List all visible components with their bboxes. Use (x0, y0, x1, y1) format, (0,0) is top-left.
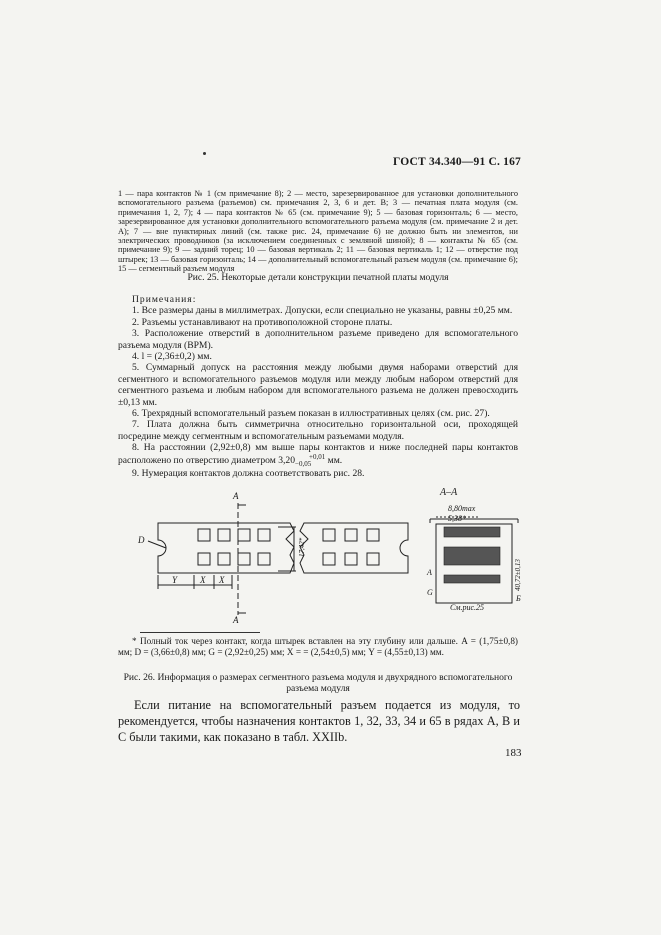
contact-pad (367, 529, 379, 541)
contact-pad (198, 553, 210, 565)
dim-1742: 17,42* (298, 537, 306, 557)
contact-pad (198, 529, 210, 541)
label-x-1: X (200, 575, 206, 585)
figure-25-caption: Рис. 25. Некоторые детали конструкции печатной платы модуля (187, 272, 449, 283)
notes-section (118, 294, 518, 479)
dim-880: 8,80max (448, 504, 476, 513)
note-7: 7. Плата должна быть симметрична относительно горизонтальной оси, проходящей посредине между сегментным и вспомогательным разъемами модуля. (118, 419, 518, 442)
section-hatch-top (444, 527, 500, 537)
contact-pad (323, 529, 335, 541)
notes-heading: Примечания: (132, 294, 197, 305)
contact-pad (238, 553, 250, 565)
footnote-divider (140, 632, 260, 633)
note-4: 4. l = (2,36±0,2) мм. (132, 351, 212, 363)
figure-26-caption: Рис. 26. Информация о размерах сегментного разъема модуля и двухрядного вспомогательного разъема модуля (123, 672, 513, 694)
contact-pad (345, 529, 357, 541)
note-6: 6. Трехрядный вспомогательный разъем показан в иллюстративных целях (см. рис. 27). (132, 408, 490, 420)
page-header: ГОСТ 34.340—91 С. 167 (393, 156, 521, 168)
dim-4072: 40,72±0,13 (514, 559, 522, 591)
ink-dot (203, 152, 206, 155)
section-label: А–А (440, 487, 458, 498)
contact-pad (367, 553, 379, 565)
contact-pad (238, 529, 250, 541)
label-a-side: А (427, 568, 432, 577)
section-hatch-middle (444, 547, 500, 565)
contact-pad (218, 553, 230, 565)
contact-pad (258, 553, 270, 565)
note-8-tol-lower: −0,05 (295, 459, 312, 468)
page-number: 183 (505, 747, 522, 759)
contact-pad (345, 553, 357, 565)
note-5: 5. Суммарный допуск на расстояния между любыми двумя наборами отверстий для сегментного и вспомогательного разъемов модуля или между любым набором отверстий для сегментного разъема и любым набором для вспомогательного разъема не должен превосходить ±0,13 мм. (118, 362, 518, 408)
label-a-top: А (233, 491, 239, 501)
figure-25-legend: 1 — пара контактов № 1 (см примечание 8); 2 — место, зарезервированное для установки дополнительного вспомогательного разъема (разъемов) см. примечания 2, 3, 6 и дет. В; 3 — печатная плата модуля (см. примечания 1, 2, 7); 4 — пара контактов № 65 (см. примечание 9); 5 — базовая горизонталь; 6 — место, зарезервированное для установки дополнительного вспомогательного разъема модуля (см. примечание 2 и дет. А); 7 — вне пунктирных линий (см. также рис. 24, примечание 6) не должно быть ни элементов, ни электрических проводников (за исключением соединенных с земляной шиной); 8 — контакты № 65 (см. примечание 9); 9 — задний торец; 10 — базовая вертикаль 2; 11 — базовая вертикаль 1; 12 — отверстие под штырек; 13 — базовая горизонталь; 14 — дополнительный вспомогательный разъем модуля (см. примечание 6); 15 — сегментный разъем модуля (118, 189, 518, 274)
body-paragraph (118, 697, 520, 745)
contact-pad (218, 529, 230, 541)
label-d: D (138, 535, 145, 545)
note-1: 1. Все размеры даны в миллиметрах. Допуски, если специально не указаны, равны ±0,25 мм. (132, 305, 513, 317)
label-y: Y (172, 575, 178, 585)
note-9: 9. Нумерация контактов должна соответствовать рис. 28. (132, 467, 365, 479)
label-g: G (427, 588, 433, 597)
note-8-tolerance (295, 454, 325, 468)
label-b: Б (516, 594, 521, 603)
contact-pad (323, 553, 335, 565)
contact-pad (258, 529, 270, 541)
reference-note: См.рис.25 (450, 603, 484, 612)
note-8-text: 8. На расстоянии (2,92±0,8) мм выше пары контактов и ниже последней пары контактов расположено по отверстию диаметром 3,20 (118, 442, 518, 466)
note-8-tail: мм. (325, 454, 343, 466)
footnote-text: * Полный ток через контакт, когда штырек вставлен на эту глубину или дальше. A = (1,75±0,8) мм; D = (3,66±0,8) мм; G = (2,92±0,25) мм; X = = (2,54±0,5) мм; Y = (4,55±0,13) мм. (118, 636, 518, 657)
note-2: 2. Разъемы устанавливают на противоположной стороне платы. (132, 316, 393, 328)
body-paragraph-text: Если питание на вспомогательный разъем подается из модуля, то рекомендуется, чтобы назначения контактов 1, 32, 33, 34 и 65 в рядах А, В и С были такими, как показано в табл. XXIIb. (118, 698, 520, 744)
note-3: 3. Расположение отверстий в дополнительном разъеме приведено для вспомогательного разъема модуля (ВРМ). (118, 328, 518, 351)
dim-538: 5,38* (448, 514, 466, 523)
note-8-tol-upper: +0,01 (309, 452, 326, 461)
label-a-bottom: А (233, 615, 239, 623)
footnote (118, 636, 518, 658)
figure-26-drawing (118, 483, 528, 623)
note-8 (118, 442, 518, 467)
section-hatch-bottom (444, 575, 500, 583)
label-x-2: X (219, 575, 225, 585)
